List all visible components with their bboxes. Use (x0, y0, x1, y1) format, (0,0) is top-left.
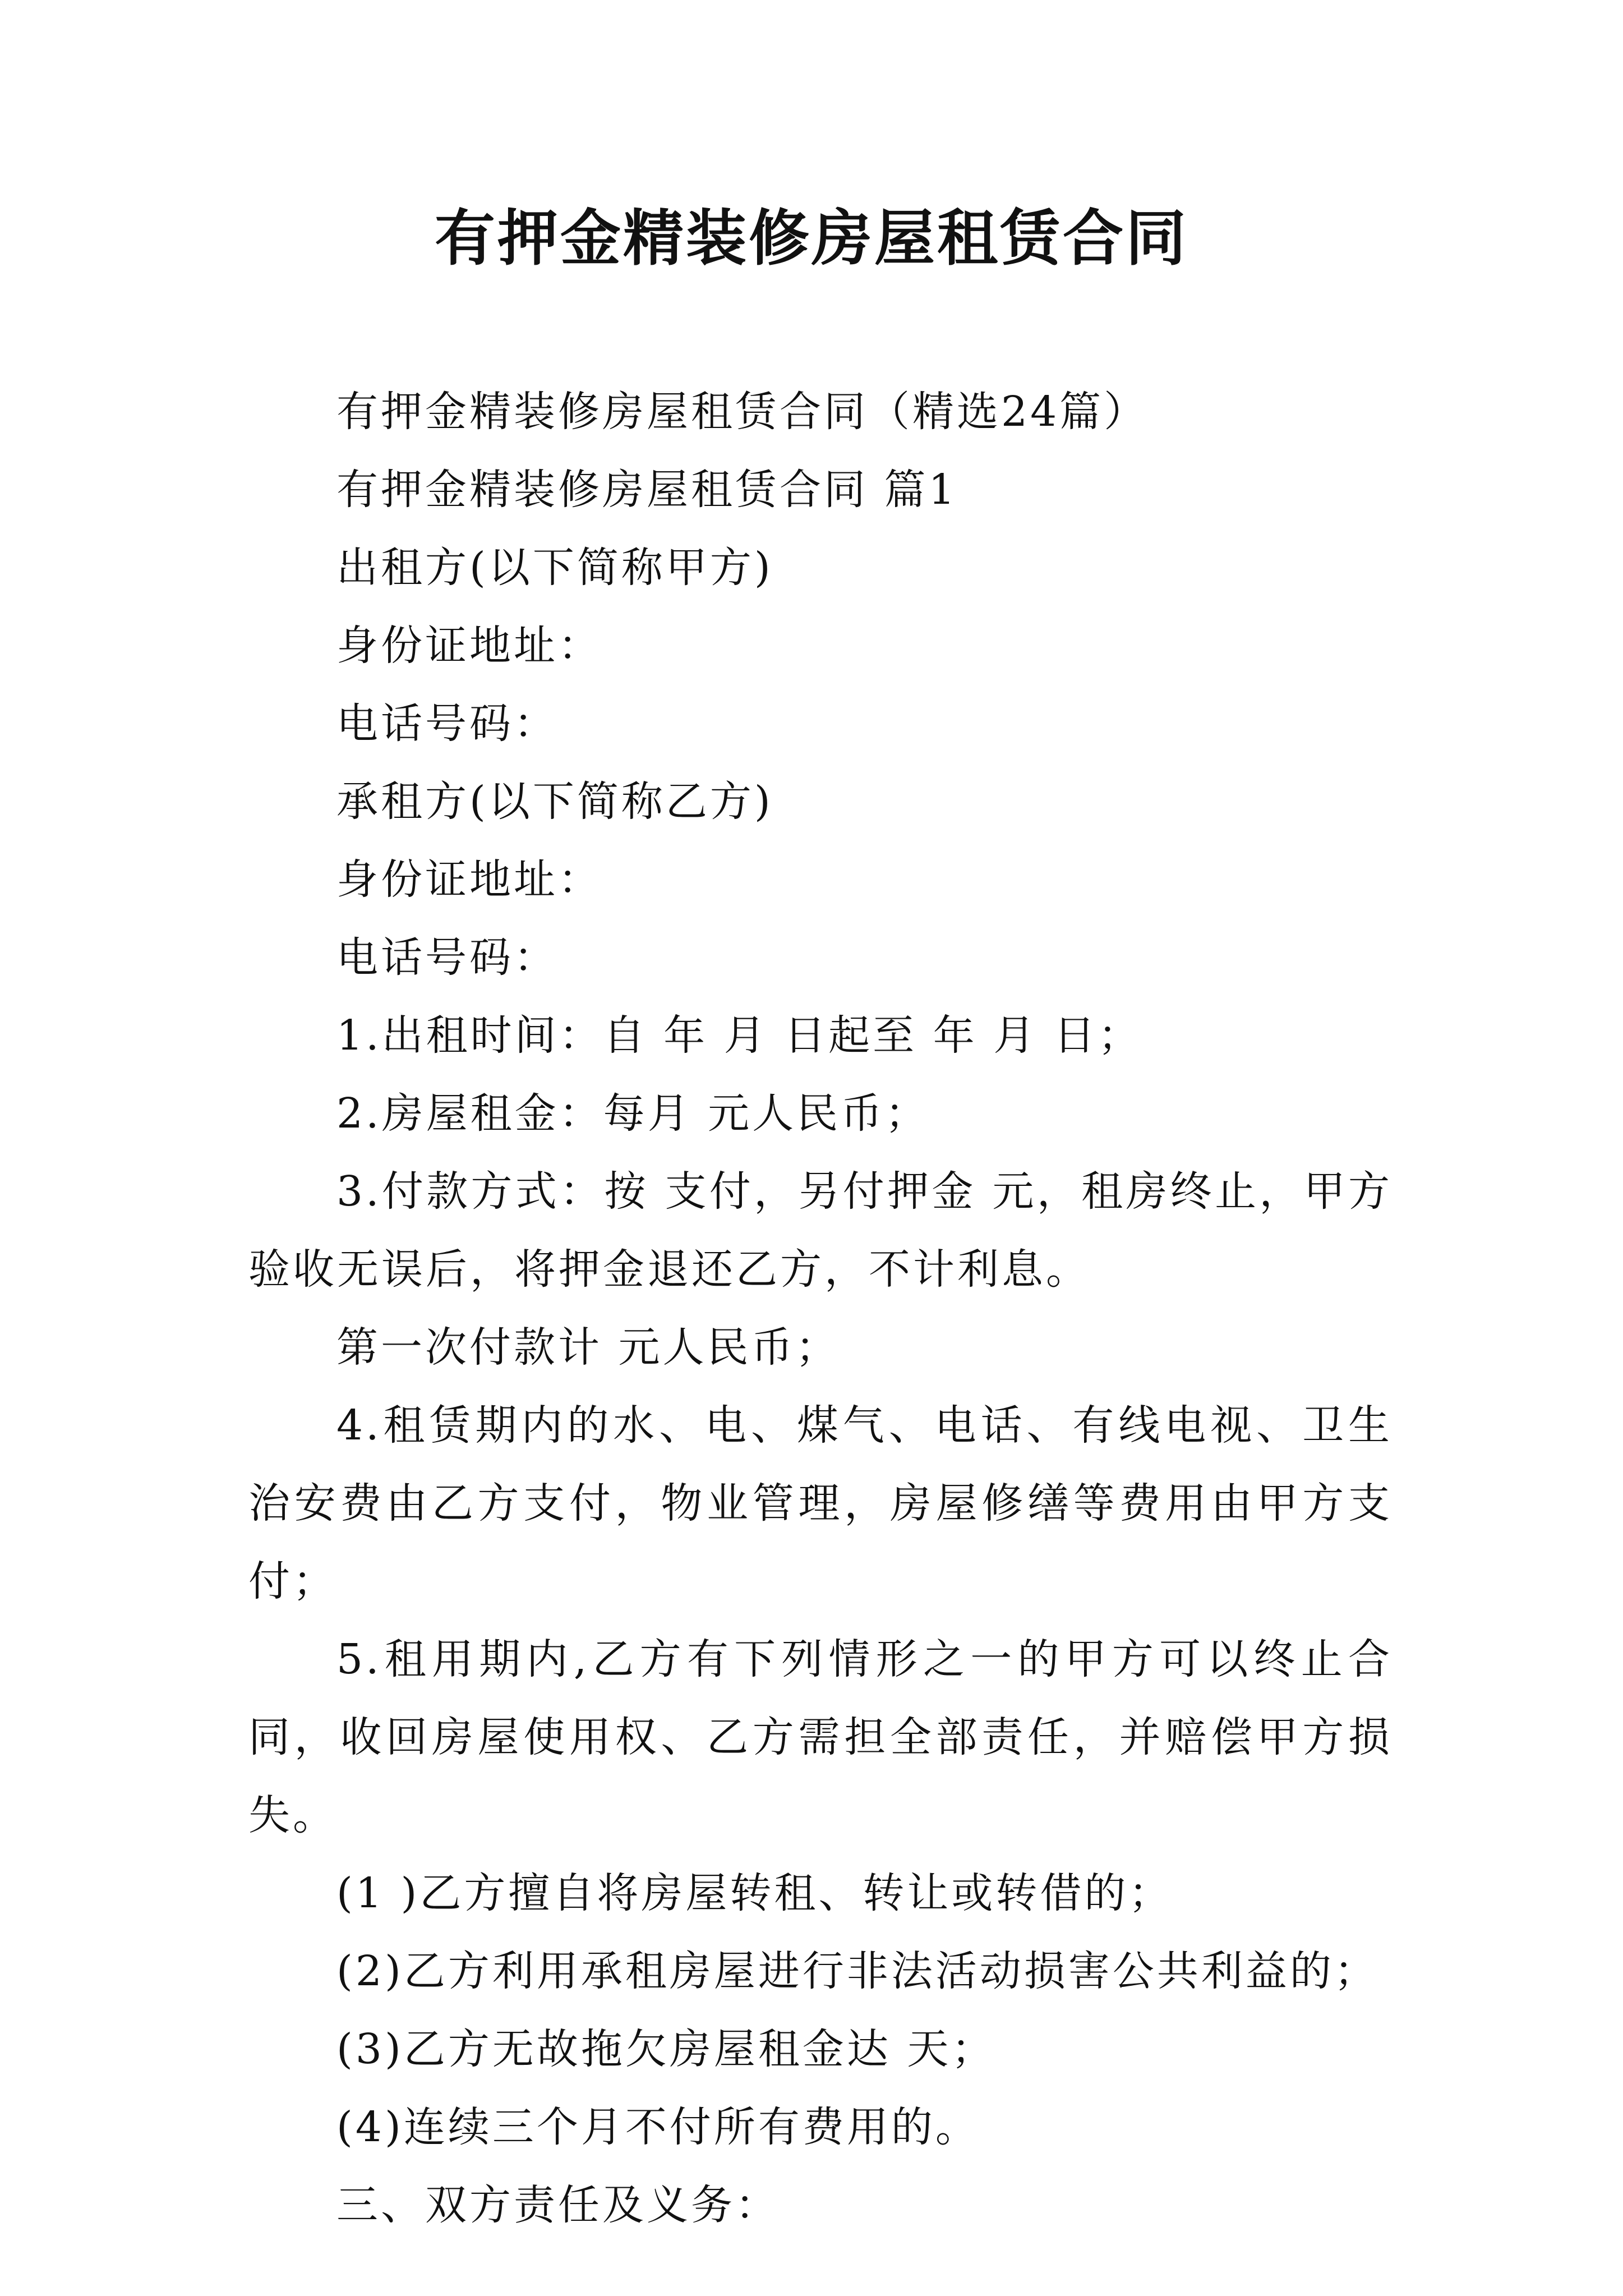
paragraph-clause-1: 1.出租时间：自 年 月 日起至 年 月 日； (336, 1011, 1142, 1060)
paragraph-lessee: 承租方(以下简称乙方) (336, 777, 773, 826)
paragraph-clause-4: 4.租赁期内的水、电、煤气、电话、有线电视、卫生治安费由乙方支付，物业管理，房屋修缮等费用由甲方支付； (248, 1401, 1393, 1605)
paragraph-first-payment: 第一次付款计 元人民币； (336, 1323, 840, 1372)
paragraph-clause-2: 2.房屋租金：每月 元人民币； (336, 1089, 930, 1138)
paragraph-lessee-phone: 电话号码： (336, 933, 558, 982)
paragraph-subtitle: 有押金精装修房屋租赁合同（精选24篇） (336, 388, 1149, 436)
paragraph-clause-3: 3.付款方式：按 支付，另付押金 元，租房终止，甲方验收无误后，将押金退还乙方，不计利息。 (248, 1167, 1393, 1294)
paragraph-clause-5: 5.租用期内,乙方有下列情形之一的甲方可以终止合同，收回房屋使用权、乙方需担全部责任，并赔偿甲方损失。 (248, 1635, 1393, 1839)
paragraph-lessor-phone: 电话号码： (336, 700, 558, 748)
document-body (248, 373, 1393, 2244)
paragraph-item-1: (1 )乙方擅自将房屋转租、转让或转借的； (336, 1869, 1173, 1917)
document-title: 有押金精装修房屋租赁合同 (434, 203, 1188, 274)
paragraph-section-3-heading: 三、双方责任及义务： (336, 2181, 780, 2229)
paragraph-item-4: (4)连续三个月不付所有费用的。 (336, 2103, 980, 2151)
paragraph-section-heading: 有押金精装修房屋租赁合同 篇1 (336, 466, 958, 514)
paragraph-item-3: (3)乙方无故拖欠房屋租金达 天； (336, 2025, 996, 2073)
paragraph-lessor-id-address: 身份证地址： (336, 622, 602, 670)
paragraph-lessor: 出租方(以下简称甲方) (336, 544, 773, 592)
paragraph-item-2: (2)乙方利用承租房屋进行非法活动损害公共利益的； (336, 1947, 1378, 1995)
paragraph-lessee-id-address: 身份证地址： (336, 855, 602, 904)
